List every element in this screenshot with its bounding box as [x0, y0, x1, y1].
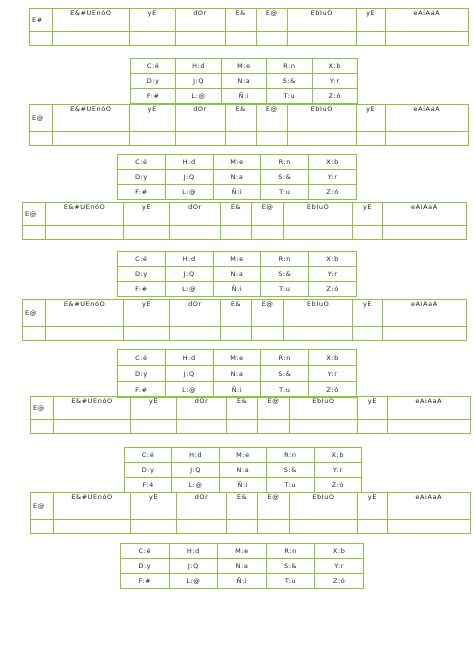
header-cell: yE	[131, 493, 177, 520]
key-cell: J:Q	[165, 267, 213, 282]
key-cell: S:&	[266, 559, 315, 574]
empty-cell	[175, 132, 225, 146]
key-cell: F:4	[125, 478, 172, 493]
header-cell: E@	[252, 300, 284, 327]
empty-cell	[170, 226, 221, 240]
empty-cell	[227, 520, 258, 534]
key-cell: D:y	[118, 366, 166, 382]
empty-cell	[176, 520, 226, 534]
header-cell: yE	[358, 397, 387, 420]
row-label-cell: E@	[30, 105, 53, 132]
key-cell: F:#	[118, 185, 166, 200]
key-cell: X:b	[312, 59, 357, 74]
empty-cell	[385, 132, 468, 146]
empty-cell	[358, 420, 387, 434]
key-cell: X:b	[309, 350, 357, 366]
header-cell: yE	[356, 105, 385, 132]
key-cell: T:u	[261, 282, 309, 297]
empty-cell	[387, 520, 470, 534]
header-table	[22, 202, 467, 240]
key-cell: J:Q	[176, 74, 221, 89]
empty-cell	[129, 32, 175, 46]
empty-cell	[287, 32, 356, 46]
header-cell: E@	[252, 203, 284, 226]
header-table	[29, 8, 469, 46]
header-cell: E&	[220, 300, 252, 327]
key-cell: H:d	[176, 59, 221, 74]
key-table	[120, 543, 364, 589]
key-cell: Z:ó	[315, 574, 364, 589]
empty-cell	[220, 226, 252, 240]
empty-cell	[283, 327, 352, 341]
empty-cell	[289, 520, 358, 534]
key-cell: T:u	[261, 185, 309, 200]
key-cell: C:é	[118, 350, 166, 366]
key-cell: J:Q	[169, 559, 218, 574]
key-cell: X:b	[315, 544, 364, 559]
key-cell: H:d	[169, 544, 218, 559]
header-cell: eAiAaA	[385, 9, 468, 32]
key-cell: Z:ó	[309, 282, 357, 297]
empty-cell	[23, 226, 46, 240]
header-cell: EbIuO	[287, 105, 356, 132]
key-cell: M:e	[221, 59, 266, 74]
empty-cell	[129, 132, 175, 146]
key-cell: H:d	[165, 155, 213, 170]
key-table	[124, 447, 362, 493]
key-cell: L:@	[176, 89, 221, 104]
row-label-cell: E@	[31, 397, 54, 420]
empty-cell	[283, 226, 352, 240]
key-cell: X:b	[309, 252, 357, 267]
key-cell: Ñ:i	[218, 574, 267, 589]
key-cell: N:a	[219, 463, 266, 478]
key-cell: Ñ:i	[219, 478, 266, 493]
key-cell: T:u	[267, 89, 312, 104]
header-cell: E&	[227, 397, 258, 420]
key-cell: Ñ:i	[213, 282, 261, 297]
header-cell: EbIuO	[289, 397, 358, 420]
header-cell: yE	[358, 493, 387, 520]
header-cell: E&#UEnóO	[52, 105, 129, 132]
key-cell: R:n	[261, 155, 309, 170]
empty-cell	[382, 226, 466, 240]
empty-cell	[252, 226, 284, 240]
key-cell: H:d	[165, 350, 213, 366]
key-cell: Y:r	[314, 463, 361, 478]
key-cell: R:n	[267, 448, 314, 463]
empty-cell	[30, 32, 53, 46]
header-cell: EbIuO	[283, 203, 352, 226]
key-cell: J:Q	[165, 366, 213, 382]
header-cell: eAiAaA	[387, 493, 470, 520]
key-cell: D:y	[118, 170, 166, 185]
empty-cell	[256, 32, 287, 46]
key-cell: H:d	[172, 448, 219, 463]
key-cell: M:e	[213, 155, 261, 170]
key-cell: Z:ó	[309, 185, 357, 200]
key-cell: C:é	[121, 544, 170, 559]
header-table	[29, 104, 469, 146]
empty-cell	[227, 420, 258, 434]
empty-cell	[353, 226, 382, 240]
empty-cell	[258, 520, 289, 534]
empty-cell	[356, 32, 385, 46]
key-cell: M:e	[213, 252, 261, 267]
empty-cell	[123, 327, 169, 341]
key-cell: C:é	[118, 155, 166, 170]
header-cell: yE	[131, 397, 177, 420]
empty-cell	[131, 520, 177, 534]
key-cell: N:a	[213, 267, 261, 282]
empty-cell	[123, 226, 169, 240]
empty-cell	[53, 520, 130, 534]
header-cell: E&	[227, 493, 258, 520]
empty-cell	[256, 132, 287, 146]
header-table	[30, 492, 471, 534]
row-label-cell: E@	[23, 203, 46, 226]
empty-cell	[252, 327, 284, 341]
key-table	[117, 251, 357, 297]
key-cell: Y:r	[309, 366, 357, 382]
key-cell: T:u	[261, 382, 309, 398]
empty-cell	[287, 132, 356, 146]
header-cell: yE	[353, 300, 382, 327]
row-label-cell: E#	[30, 9, 53, 32]
key-cell: S:&	[267, 74, 312, 89]
row-label-cell: E@	[23, 300, 46, 327]
header-cell: E&#UEnóO	[53, 493, 130, 520]
key-cell: S:&	[261, 366, 309, 382]
empty-cell	[176, 420, 226, 434]
key-cell: X:b	[309, 155, 357, 170]
header-cell: eAiAaA	[382, 203, 466, 226]
key-cell: S:&	[261, 267, 309, 282]
header-cell: E@	[256, 9, 287, 32]
key-cell: M:e	[213, 350, 261, 366]
header-table	[22, 299, 467, 341]
key-cell: Z:ó	[309, 382, 357, 398]
empty-cell	[258, 420, 289, 434]
key-cell: N:a	[218, 559, 267, 574]
empty-cell	[131, 420, 177, 434]
key-cell: Y:r	[309, 170, 357, 185]
key-cell: J:Q	[172, 463, 219, 478]
key-cell: L:@	[169, 574, 218, 589]
key-cell: R:n	[267, 59, 312, 74]
key-cell: T:u	[267, 478, 314, 493]
empty-cell	[353, 327, 382, 341]
empty-cell	[385, 32, 468, 46]
key-cell: X:b	[314, 448, 361, 463]
key-cell: Z:ó	[312, 89, 357, 104]
empty-cell	[175, 32, 225, 46]
key-cell: L:@	[172, 478, 219, 493]
key-cell: M:e	[218, 544, 267, 559]
key-cell: L:@	[165, 282, 213, 297]
header-cell: yE	[123, 203, 169, 226]
empty-cell	[31, 520, 54, 534]
key-cell: D:y	[125, 463, 172, 478]
key-cell: S:&	[267, 463, 314, 478]
header-cell: yE	[123, 300, 169, 327]
header-cell: E&	[225, 9, 256, 32]
header-cell: EbIuO	[287, 9, 356, 32]
key-cell: Y:r	[312, 74, 357, 89]
header-cell: yE	[129, 9, 175, 32]
header-cell: dOr	[176, 397, 226, 420]
empty-cell	[220, 327, 252, 341]
key-cell: R:n	[261, 350, 309, 366]
header-cell: yE	[353, 203, 382, 226]
key-cell: F:#	[118, 282, 166, 297]
key-cell: R:n	[266, 544, 315, 559]
empty-cell	[225, 32, 256, 46]
key-cell: J:Q	[165, 170, 213, 185]
key-cell: C:é	[118, 252, 166, 267]
header-cell: E&#UEnóO	[46, 203, 124, 226]
header-cell: dOr	[170, 300, 221, 327]
key-cell: S:&	[261, 170, 309, 185]
key-cell: D:y	[118, 267, 166, 282]
key-cell: Ñ:i	[213, 382, 261, 398]
empty-cell	[30, 132, 53, 146]
header-cell: yE	[356, 9, 385, 32]
header-cell: eAiAaA	[385, 105, 468, 132]
key-cell: F:#	[118, 382, 166, 398]
empty-cell	[52, 132, 129, 146]
row-label-cell: E@	[31, 493, 54, 520]
header-cell: dOr	[176, 493, 226, 520]
key-cell: F:#	[121, 574, 170, 589]
empty-cell	[382, 327, 466, 341]
key-table	[130, 58, 358, 104]
header-table	[30, 396, 471, 434]
header-cell: E@	[258, 493, 289, 520]
key-cell: C:é	[131, 59, 176, 74]
empty-cell	[387, 420, 470, 434]
key-cell: D:y	[121, 559, 170, 574]
header-cell: yE	[129, 105, 175, 132]
header-cell: eAiAaA	[382, 300, 466, 327]
header-cell: EbIuO	[289, 493, 358, 520]
empty-cell	[170, 327, 221, 341]
empty-cell	[31, 420, 54, 434]
header-cell: E&#UEnóO	[52, 9, 129, 32]
key-cell: Ñ:i	[221, 89, 266, 104]
key-cell: T:u	[266, 574, 315, 589]
key-cell: Y:r	[309, 267, 357, 282]
header-cell: dOr	[175, 9, 225, 32]
header-cell: dOr	[170, 203, 221, 226]
key-cell: L:@	[165, 185, 213, 200]
key-cell: Ñ:i	[213, 185, 261, 200]
key-table	[117, 349, 357, 398]
empty-cell	[289, 420, 358, 434]
header-cell: E@	[258, 397, 289, 420]
header-cell: E&#UEnóO	[46, 300, 124, 327]
empty-cell	[46, 226, 124, 240]
empty-cell	[225, 132, 256, 146]
key-cell: F:#	[131, 89, 176, 104]
key-cell: M:e	[219, 448, 266, 463]
empty-cell	[52, 32, 129, 46]
key-cell: L:@	[165, 382, 213, 398]
header-cell: dOr	[175, 105, 225, 132]
empty-cell	[358, 520, 387, 534]
empty-cell	[46, 327, 124, 341]
header-cell: eAiAaA	[387, 397, 470, 420]
key-cell: Y:r	[315, 559, 364, 574]
key-cell: Z:ó	[314, 478, 361, 493]
header-cell: E&	[220, 203, 252, 226]
key-cell: R:n	[261, 252, 309, 267]
key-cell: D:y	[131, 74, 176, 89]
empty-cell	[53, 420, 130, 434]
header-cell: EbIuO	[283, 300, 352, 327]
empty-cell	[23, 327, 46, 341]
header-cell: E&#UEnóO	[53, 397, 130, 420]
key-cell: C:é	[125, 448, 172, 463]
key-cell: N:a	[213, 366, 261, 382]
key-table	[117, 154, 357, 200]
key-cell: N:a	[213, 170, 261, 185]
key-cell: N:a	[221, 74, 266, 89]
header-cell: E&	[225, 105, 256, 132]
key-cell: H:d	[165, 252, 213, 267]
empty-cell	[356, 132, 385, 146]
header-cell: E@	[256, 105, 287, 132]
